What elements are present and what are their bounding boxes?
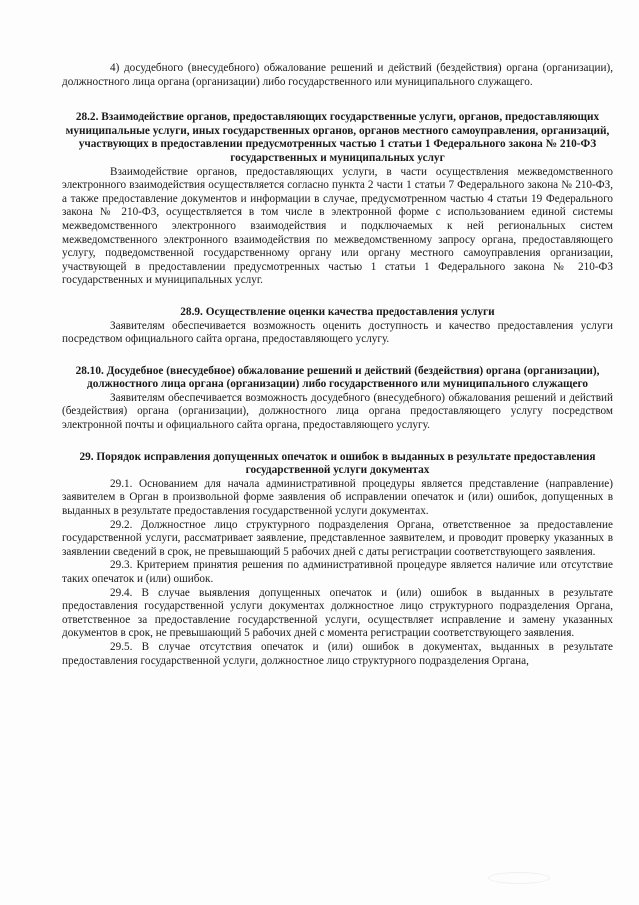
- paragraph-29-2: 29.2. Должностное лицо структурного подразделения Органа, ответственное за предоставление государственной услуги, рассматривает заявление, представленное заявителем, и проводит проверку указанных в заявлении сведений в срок, не превышающий 5 рабочих дней с даты регистрации соответствующего заявления.: [62, 518, 613, 558]
- paragraph-28-10: Заявителям обеспечивается возможность досудебного (внесудебного) обжалования решений и действий (бездействия) органа (организации), должностного лица органа предоставляющего услугу посредством электронной почты и официального сайта органа, предоставляющего услугу.: [62, 391, 613, 432]
- spacer: [62, 288, 613, 306]
- page-content: [62, 62, 613, 668]
- paragraph-29-3: 29.3. Критерием принятия решения по административной процедуре является наличие или отсутствие таких опечаток и (или) ошибок.: [62, 559, 613, 585]
- paragraph-intro: 4) досудебного (внесудебного) обжалование решений и действий (бездействия) органа (организации), должностного лица органа (организации) либо государственного или муниципального служащего.: [62, 62, 613, 88]
- heading-28-9: 28.9. Осуществление оценки качества предоставления услуги: [180, 305, 495, 318]
- faint-stamp-mark: [488, 872, 550, 884]
- paragraph-28-2: Взаимодействие органов, предоставляющих услуги, в части осуществления межведомственного электронного взаимодействия осуществляется согласно пункта 2 части 1 статьи 7 Федерального закона № 210-ФЗ, а также предоставление документов и информации в случае, предусмотренном частью 4 статьи 19 Федерального закона № 210-ФЗ, осуществляется в том числе в электронной форме с использованием единой системы межведомственного электронного взаимодействия и подключаемых к ней региональных систем межведомственного электронного взаимодействия по межведомственному запросу органа, предоставляющего услугу, подведомственной государственному органу или органу местного самоуправления организации, участвующей в предоставлении предусмотренных частью 1 статьи 1 Федерального закона № 210-ФЗ государственных и муниципальных услуг.: [62, 165, 613, 287]
- paragraph-28-9: Заявителям обеспечивается возможность оценить доступность и качество предоставления услуги посредством официального сайта органа, предоставляющего услугу.: [62, 319, 613, 346]
- paragraph-29-1: 29.1. Основанием для начала административной процедуры является представление (направление) заявителем в Орган в произвольной форме заявления об исправлении опечаток и (или) ошибок, допущенных в выданных в результате предоставления государственной услуги документах.: [62, 477, 613, 518]
- spacer: [62, 347, 613, 365]
- heading-28-10: 28.10. Досудебное (внесудебное) обжалование решений и действий (бездействия) органа (организации), должностного лица органа (организации) либо государственного или муниципального служащего: [75, 364, 600, 391]
- heading-28-2: 28.2. Взаимодействие органов, предоставляющих государственные услуги, органов, предоставляющих муниципальные услуги, иных государственных органов, органов местного самоуправления, организаций, участвующих в предоставлении предусмотренных частью 1 статьи 1 Федерального закона № 210-ФЗ государственных и муниципальных услуг: [65, 111, 610, 164]
- spacer: [62, 433, 613, 451]
- paragraph-29-5: 29.5. В случае отсутствия опечаток и (или) ошибок в документах, выданных в результате предоставления государственной услуги, должностное лицо структурного подразделения Органа,: [62, 640, 613, 667]
- spacer: [62, 89, 613, 111]
- heading-29: 29. Порядок исправления допущенных опечаток и ошибок в выданных в результате предоставления государственной услуги документах: [79, 450, 596, 477]
- paragraph-29-4: 29.4. В случае выявления допущенных опечаток и (или) ошибок в выданных в результате предоставления государственной услуги документах должностное лицо структурного подразделения Органа, ответственное за предоставление государственной услуги, осуществляет исправление и замену указанных документов в срок, не превышающий 5 рабочих дней с момента регистрации соответствующего заявления.: [62, 586, 613, 640]
